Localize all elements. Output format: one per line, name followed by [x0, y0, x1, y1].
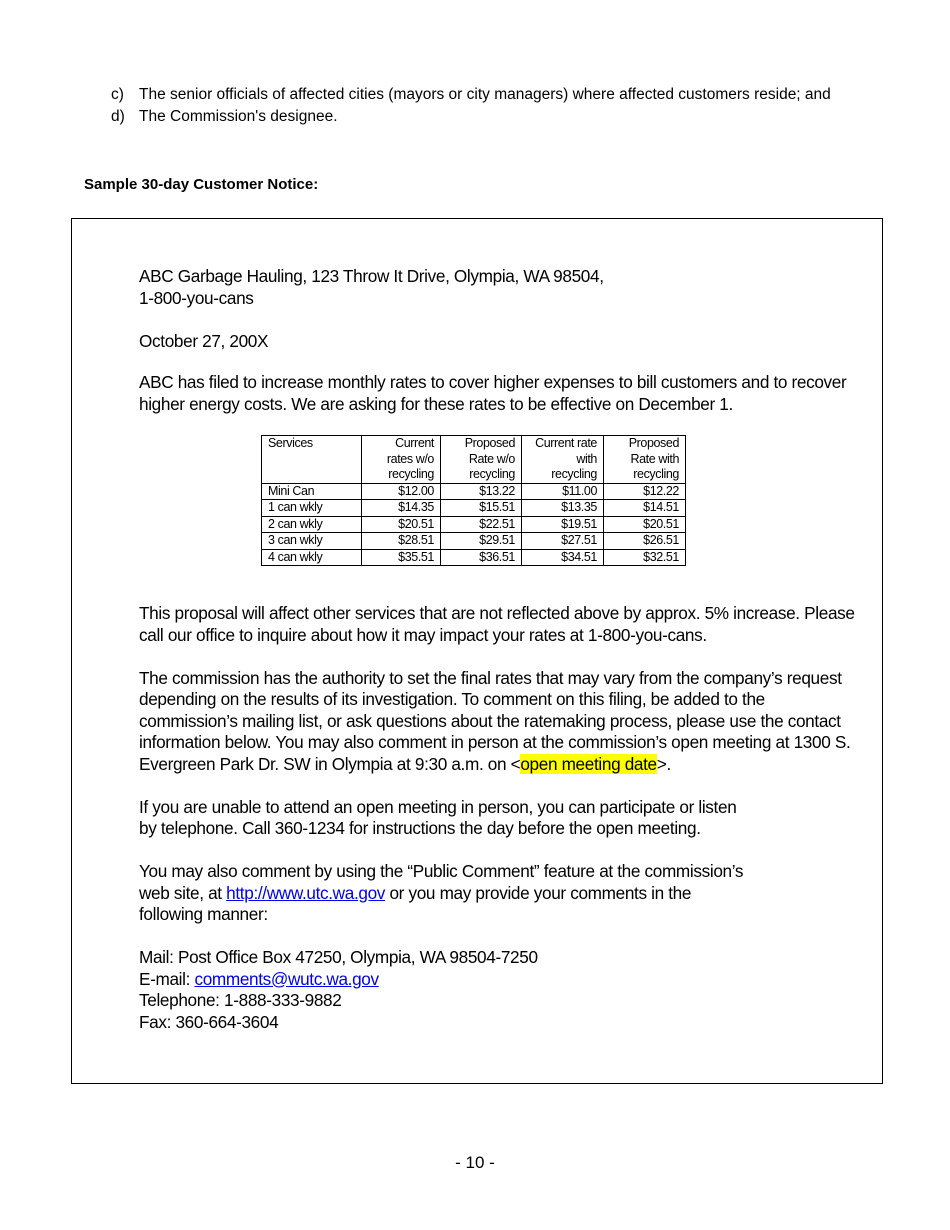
table-cell: $13.22: [441, 483, 522, 500]
public-comment-line2: [139, 883, 859, 905]
mail-address: Mail: Post Office Box 47250, Olympia, WA 98504-7250: [139, 947, 538, 967]
table-header-cell: Proposed Rate with recycling: [604, 436, 686, 484]
open-meeting-date-placeholder: open meeting date: [520, 753, 657, 774]
telephone-participation-line1: If you are unable to attend an open meeting in person, you can participate or listen: [139, 796, 737, 817]
table-cell-service: 2 can wkly: [262, 516, 362, 533]
table-row: [262, 483, 686, 500]
company-address-line2: 1-800-you-cans: [139, 287, 254, 308]
table-cell-service: 3 can wkly: [262, 533, 362, 550]
table-row: [262, 516, 686, 533]
table-cell: $27.51: [522, 533, 604, 550]
table-cell: $15.51: [441, 500, 522, 517]
telephone-line: Telephone: 1-888-333-9882: [139, 990, 342, 1010]
list-item-text: The senior officials of affected cities (mayors or city managers) where affected customers reside; and: [139, 86, 831, 103]
table-header-cell: Services: [262, 436, 362, 484]
table-cell: $14.35: [362, 500, 441, 517]
website-link[interactable]: http://www.utc.wa.gov: [226, 882, 386, 903]
table-row: [262, 549, 686, 566]
public-comment-prefix: web site, at: [139, 882, 227, 903]
table-cell: $28.51: [362, 533, 441, 550]
table-header-cell: Current rates w/o recycling: [362, 436, 441, 484]
intro-paragraph: ABC has filed to increase monthly rates to cover higher expenses to bill customers and to recover higher energy costs. We are asking for these rates to be effective on December 1.: [139, 372, 847, 414]
table-cell: $19.51: [522, 516, 604, 533]
authority-tail: >.: [656, 753, 671, 774]
public-comment-line3: following manner:: [139, 904, 268, 924]
table-cell: $35.51: [362, 549, 441, 566]
table-cell: $12.00: [362, 483, 441, 500]
rates-table: [261, 435, 686, 566]
table-cell: $26.51: [604, 533, 686, 550]
authority-paragraph: [139, 668, 859, 776]
list-item-letter: c): [111, 86, 124, 103]
fax-line: Fax: 360-664-3604: [139, 1011, 279, 1032]
table-cell: $29.51: [441, 533, 522, 550]
email-link[interactable]: comments@wutc.wa.gov: [194, 968, 379, 989]
table-cell: $14.51: [604, 500, 686, 517]
company-address-line1: ABC Garbage Hauling, 123 Throw It Drive, Olympia, WA 98504,: [139, 266, 604, 286]
table-cell: $11.00: [522, 483, 604, 500]
telephone-participation-line2: by telephone. Call 360-1234 for instructions the day before the open meeting.: [139, 818, 701, 838]
table-cell: $22.51: [441, 516, 522, 533]
table-cell-service: 4 can wkly: [262, 549, 362, 566]
list-item: [111, 84, 851, 106]
email-label: E-mail:: [139, 968, 195, 989]
table-cell: $20.51: [362, 516, 441, 533]
table-cell: $32.51: [604, 549, 686, 566]
table-cell: $13.35: [522, 500, 604, 517]
proposal-paragraph: This proposal will affect other services that are not reflected above by approx. 5% increase. Please call our office to inquire about how it may impact your rates at 1-800-you-cans.: [139, 603, 855, 645]
notice-date: October 27, 200X: [139, 330, 269, 351]
list-item-text: The Commission's designee.: [139, 108, 338, 125]
table-cell: $20.51: [604, 516, 686, 533]
table-header-cell: Proposed Rate w/o recycling: [441, 436, 522, 484]
table-cell: $34.51: [522, 549, 604, 566]
list-item-letter: d): [111, 108, 125, 125]
list-item: [111, 106, 851, 128]
public-comment-line1: You may also comment by using the “Public Comment” feature at the commission’s: [139, 861, 744, 881]
table-header-cell: Current rate with recycling: [522, 436, 604, 484]
sample-heading: Sample 30-day Customer Notice:: [84, 176, 319, 193]
customer-notice: [139, 266, 859, 1033]
table-header-row: [262, 436, 686, 484]
public-comment-suffix: or you may provide your comments in the: [385, 882, 692, 903]
table-row: [262, 533, 686, 550]
list: [111, 84, 851, 128]
table-cell-service: Mini Can: [262, 483, 362, 500]
table-cell: $36.51: [441, 549, 522, 566]
table-row: [262, 500, 686, 517]
table-cell-service: 1 can wkly: [262, 500, 362, 517]
page-number: - 10 -: [455, 1153, 495, 1172]
table-cell: $12.22: [604, 483, 686, 500]
email-line: [139, 969, 859, 991]
authority-text: The commission has the authority to set the final rates that may vary from the company’s request depending on the results of its investigation. To comment on this filing, be added to the commission’s mailing list, or ask questions about the ratemaking process, please use the contact information below. You may also comment in person at the commission’s open meeting at 1300 S. Evergreen Park Dr. SW in Olympia at 9:30 a.m. on <: [139, 667, 851, 774]
